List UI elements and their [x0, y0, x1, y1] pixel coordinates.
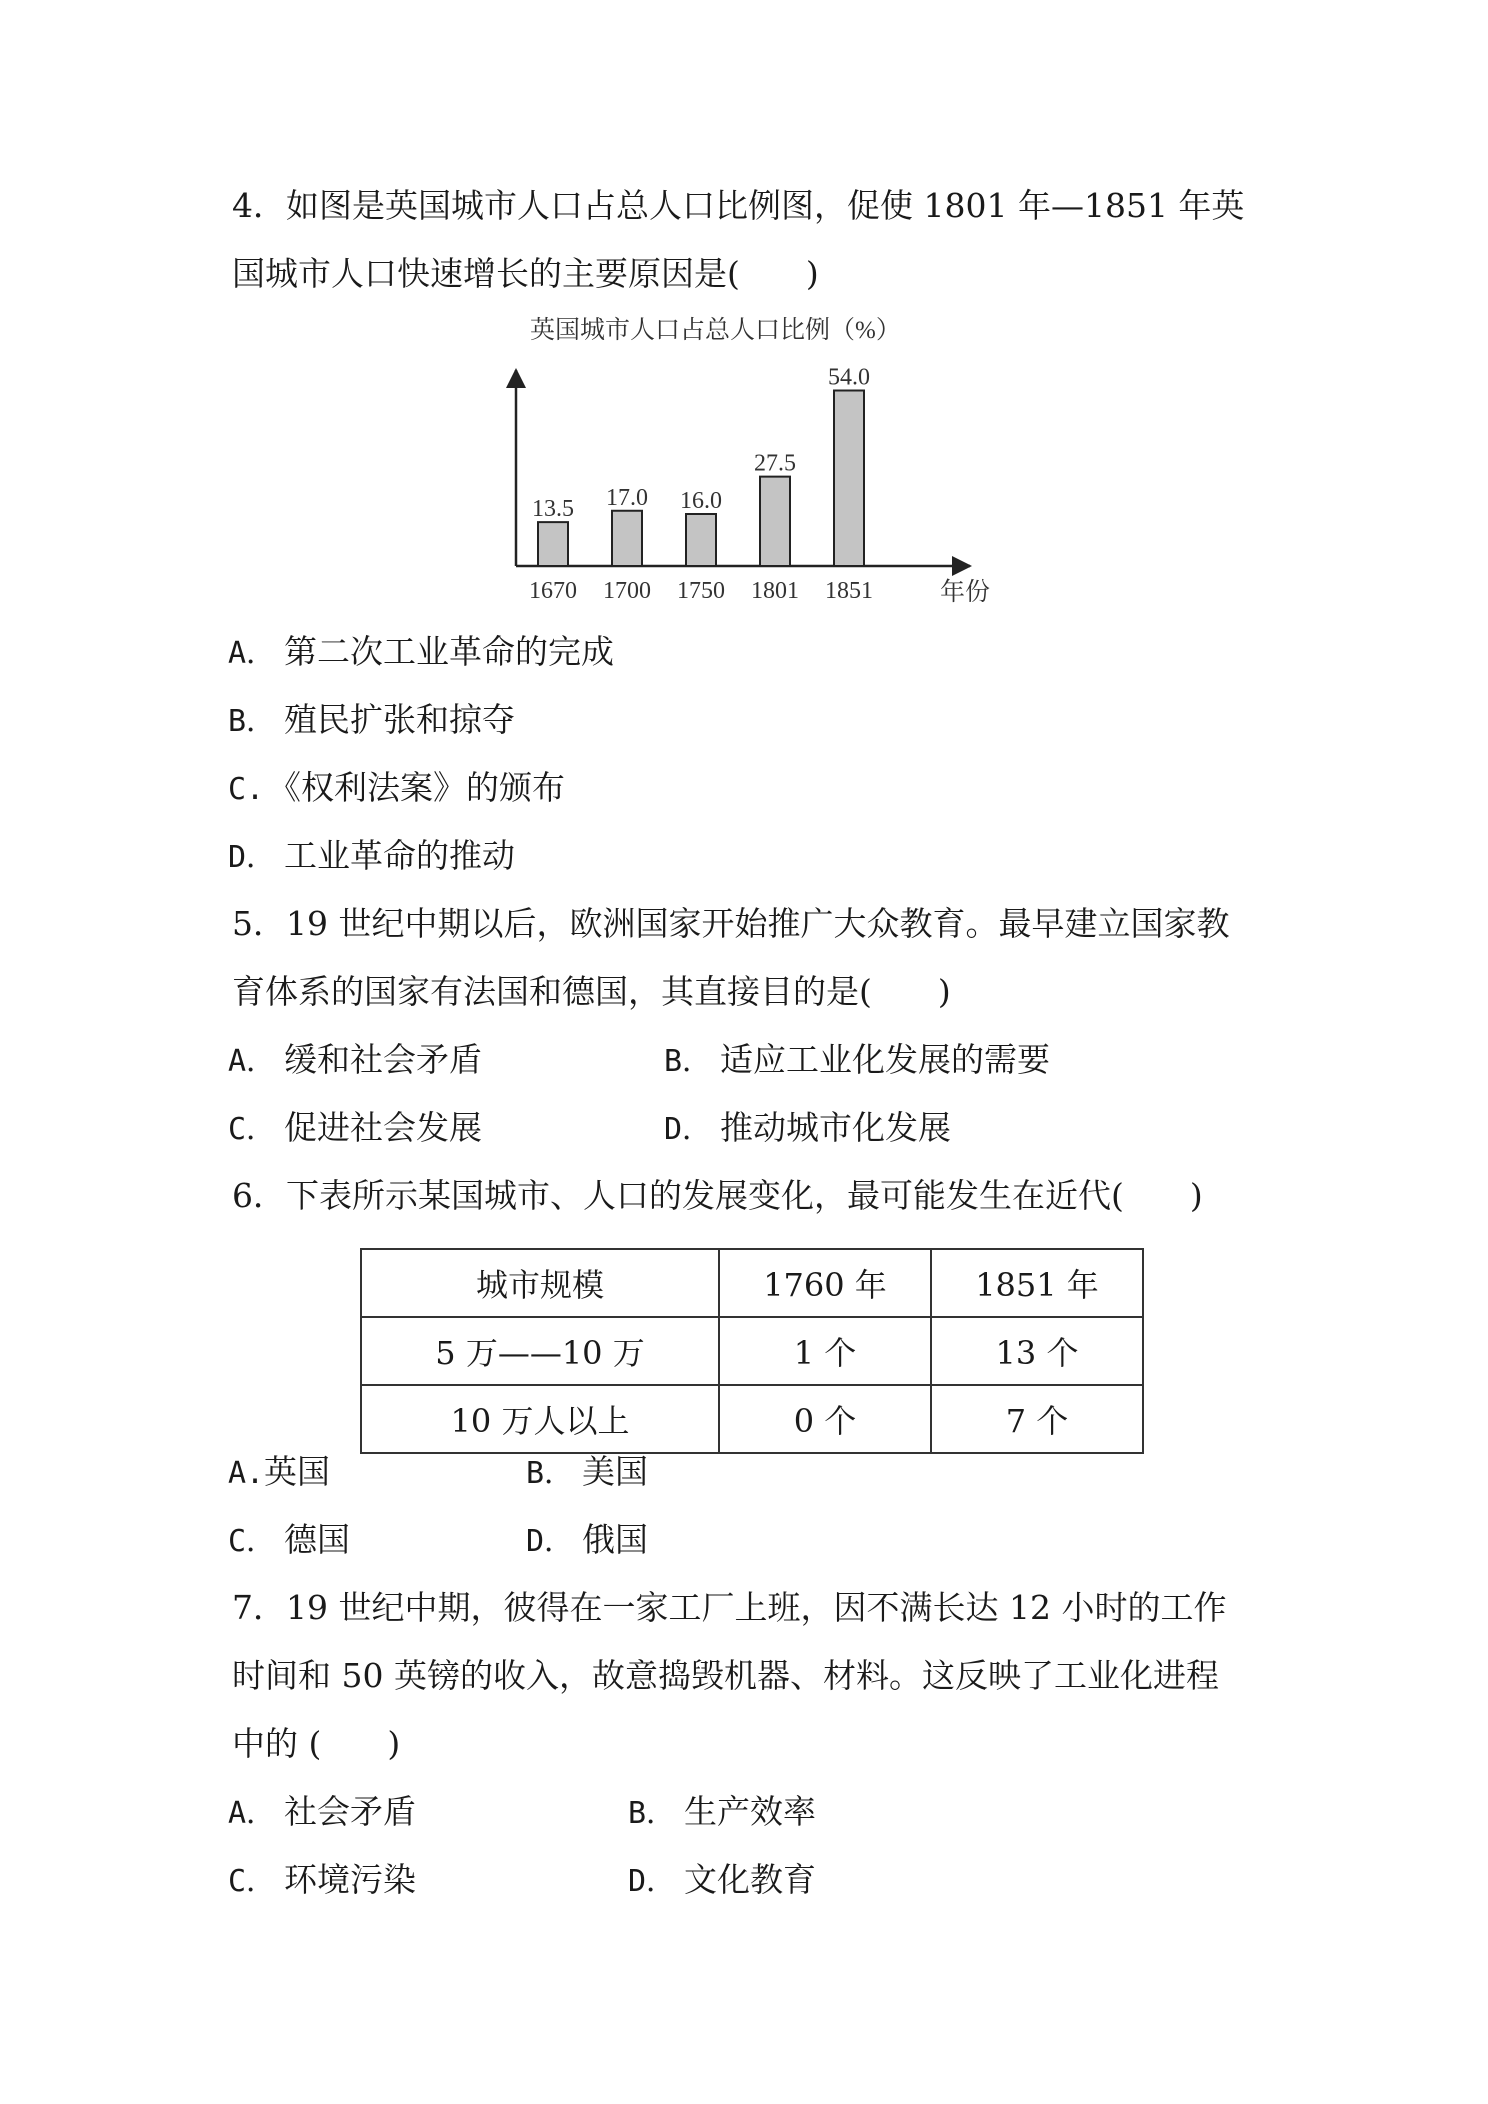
bar-value-label: 13.5 — [532, 496, 574, 523]
option-text: 德国 — [284, 1520, 350, 1559]
q7-option-b[interactable] — [628, 1792, 816, 1834]
option-key: C. — [228, 772, 265, 807]
x-axis-label: 年份 — [940, 579, 991, 606]
option-text: 社会矛盾 — [284, 1792, 416, 1831]
bar-1670 — [538, 522, 568, 566]
city-scale-table — [360, 1248, 1144, 1454]
table-header-cell: 1851 年 — [931, 1249, 1143, 1317]
q4-option-d[interactable] — [228, 836, 515, 878]
option-key: B． — [228, 704, 277, 739]
bar-1851 — [834, 391, 864, 567]
q5-stem-line-2: 育体系的国家有法国和德国，其直接目的是( ) — [232, 972, 951, 1011]
q4-option-c[interactable] — [228, 768, 565, 810]
q6-option-a[interactable] — [228, 1452, 330, 1494]
q6-option-c[interactable] — [228, 1520, 350, 1562]
option-key: A． — [228, 636, 277, 671]
table-header-row — [361, 1249, 1143, 1317]
q4-stem-line-2: 国城市人口快速增长的主要原因是( ) — [232, 254, 819, 293]
q7-option-c[interactable] — [228, 1860, 416, 1902]
option-text: 英国 — [264, 1452, 330, 1491]
q5-option-c[interactable] — [228, 1108, 482, 1150]
option-key: D． — [664, 1112, 713, 1147]
option-key: A. — [228, 1456, 265, 1491]
option-text: 环境污染 — [284, 1860, 416, 1899]
x-tick-label: 1700 — [603, 578, 651, 604]
table-cell: 5 万——10 万 — [361, 1317, 719, 1385]
bar-value-label: 16.0 — [680, 488, 722, 514]
table-cell: 13 个 — [931, 1317, 1143, 1385]
option-key: A． — [228, 1044, 277, 1079]
option-key: B． — [526, 1456, 575, 1491]
option-key: D． — [228, 840, 277, 875]
q6-stem-line-1: 6．下表所示某国城市、人口的发展变化，最可能发生在近代( ) — [232, 1176, 1203, 1215]
option-text: 《权利法案》的颁布 — [268, 768, 565, 807]
bar-1750 — [686, 514, 716, 566]
q7-stem-line-2: 时间和 50 英镑的收入，故意捣毁机器、材料。这反映了工业化进程 — [232, 1656, 1219, 1695]
option-text: 推动城市化发展 — [720, 1108, 951, 1147]
option-key: D． — [628, 1864, 677, 1899]
q7-option-a[interactable] — [228, 1792, 416, 1834]
bar-1700 — [612, 511, 642, 566]
option-key: D． — [526, 1524, 575, 1559]
q4-option-b[interactable] — [228, 700, 515, 742]
table-cell: 10 万人以上 — [361, 1385, 719, 1453]
q5-stem-line-1: 5．19 世纪中期以后，欧洲国家开始推广大众教育。最早建立国家教 — [232, 904, 1230, 943]
chart-title: 英国城市人口占总人口比例（%） — [530, 317, 901, 344]
q7-option-d[interactable] — [628, 1860, 816, 1902]
urban-population-bar-chart — [500, 308, 1020, 608]
option-text: 适应工业化发展的需要 — [720, 1040, 1050, 1079]
q4-option-a[interactable] — [228, 632, 614, 674]
option-text: 第二次工业革命的完成 — [284, 632, 614, 671]
x-tick-label: 1851 — [825, 578, 873, 604]
option-text: 俄国 — [582, 1520, 648, 1559]
bar-value-label: 17.0 — [606, 484, 648, 511]
option-text: 工业革命的推动 — [284, 836, 515, 875]
option-text: 殖民扩张和掠夺 — [284, 700, 515, 739]
table-cell: 7 个 — [931, 1385, 1143, 1453]
table-header-cell: 1760 年 — [719, 1249, 931, 1317]
option-text: 生产效率 — [684, 1792, 816, 1831]
bar-value-label: 54.0 — [828, 364, 870, 391]
bar-1801 — [760, 477, 790, 566]
option-key: C． — [228, 1524, 277, 1559]
table-cell: 1 个 — [719, 1317, 931, 1385]
option-key: C． — [228, 1864, 277, 1899]
option-key: B． — [664, 1044, 713, 1079]
option-text: 美国 — [582, 1452, 648, 1491]
q4-stem-line-1: 4．如图是英国城市人口占总人口比例图，促使 1801 年—1851 年英 — [232, 186, 1245, 225]
q7-stem-line-1: 7．19 世纪中期，彼得在一家工厂上班，因不满长达 12 小时的工作 — [232, 1588, 1227, 1627]
option-text: 缓和社会矛盾 — [284, 1040, 482, 1079]
q6-option-d[interactable] — [526, 1520, 648, 1562]
option-key: A． — [228, 1796, 277, 1831]
q5-option-b[interactable] — [664, 1040, 1050, 1082]
table-cell: 0 个 — [719, 1385, 931, 1453]
q6-option-b[interactable] — [526, 1452, 648, 1494]
x-tick-label: 1750 — [677, 578, 725, 604]
q5-option-a[interactable] — [228, 1040, 482, 1082]
option-text: 文化教育 — [684, 1860, 816, 1899]
q7-stem-line-3: 中的 ( ) — [232, 1724, 401, 1763]
q5-option-d[interactable] — [664, 1108, 951, 1150]
x-tick-label: 1670 — [529, 578, 577, 604]
table-row — [361, 1385, 1143, 1453]
option-text: 促进社会发展 — [284, 1108, 482, 1147]
option-key: B． — [628, 1796, 677, 1831]
bar-value-label: 27.5 — [754, 450, 796, 477]
option-key: C． — [228, 1112, 277, 1147]
table-row — [361, 1317, 1143, 1385]
table-header-cell: 城市规模 — [361, 1249, 719, 1317]
x-tick-label: 1801 — [751, 578, 799, 604]
